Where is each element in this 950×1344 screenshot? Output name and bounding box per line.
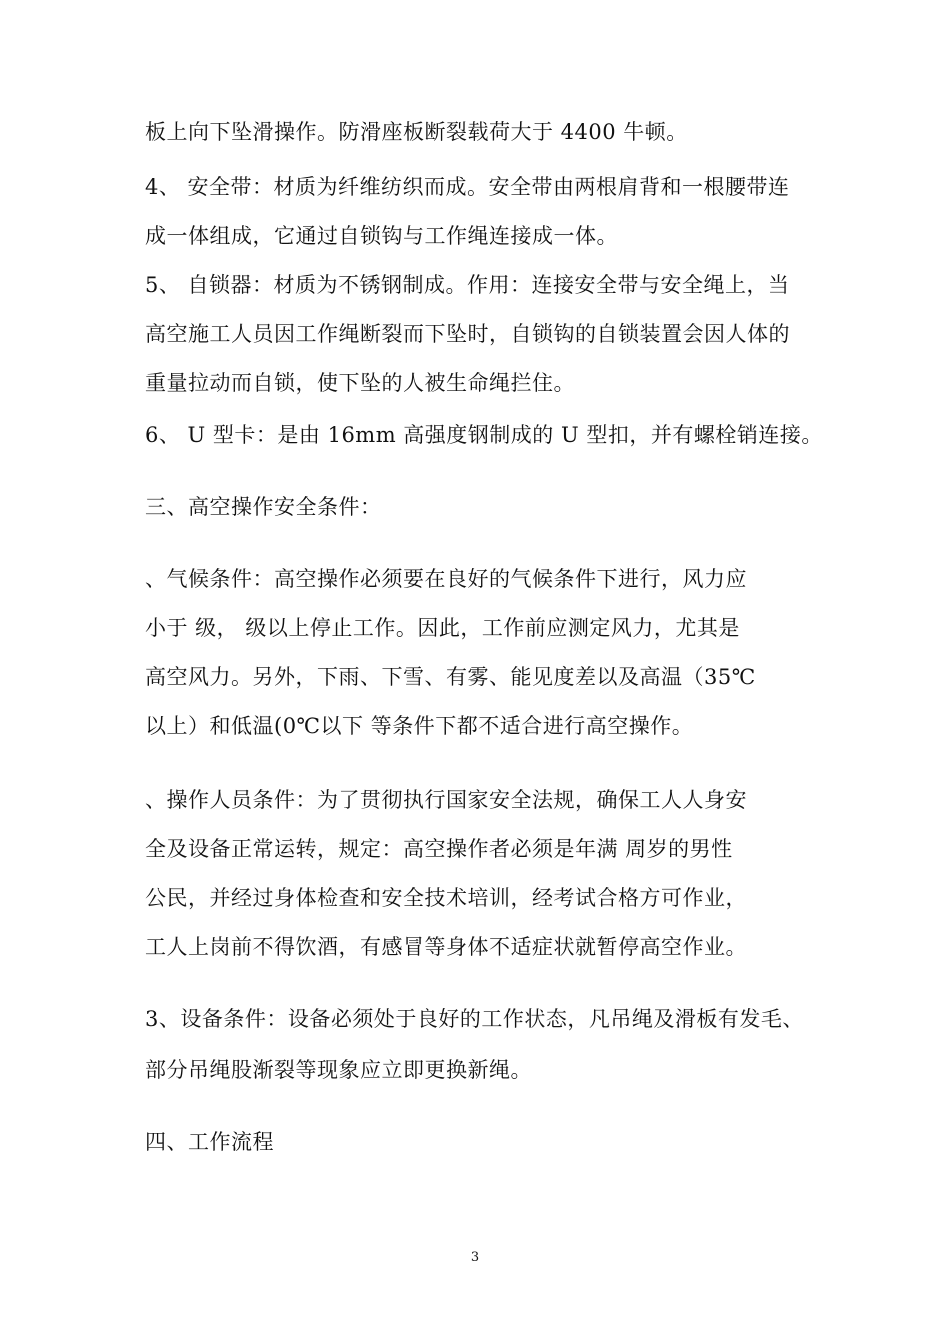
text-line: 重量拉动而自锁，使下坠的人被生命绳拦住。 [145, 371, 575, 395]
text-line: 板上向下坠滑操作。防滑座板断裂载荷大于 4400 牛顿。 [145, 120, 688, 144]
text-line: 小于 级， 级以上停止工作。因此，工作前应测定风力，尤其是 [145, 616, 740, 640]
text-line: 部分吊绳股渐裂等现象应立即更换新绳。 [145, 1058, 532, 1082]
text-line: 4、 安全带：材质为纤维纺织而成。安全带由两根肩背和一根腰带连 [145, 175, 790, 199]
text-line: 高空风力。另外，下雨、下雪、有雾、能见度差以及高温（35℃ [145, 665, 756, 689]
text-line: 成一体组成，它通过自锁钩与工作绳连接成一体。 [145, 224, 618, 248]
text-line: 、气候条件：高空操作必须要在良好的气候条件下进行，风力应 [145, 567, 747, 591]
section-heading: 四、工作流程 [145, 1130, 274, 1154]
text-line: 6、 U 型卡：是由 16mm 高强度钢制成的 U 型扣，并有螺栓销连接。 [145, 423, 823, 447]
text-line: 全及设备正常运转，规定：高空操作者必须是年满 周岁的男性 [145, 837, 733, 861]
text-line: 以上）和低温(0℃以下 等条件下都不适合进行高空操作。 [145, 714, 694, 738]
page-number: 3 [470, 1250, 480, 1265]
text-line: 工人上岗前不得饮酒，有感冒等身体不适症状就暂停高空作业。 [145, 935, 747, 959]
section-heading: 三、高空操作安全条件： [145, 495, 382, 519]
text-line: 高空施工人员因工作绳断裂而下坠时，自锁钩的自锁装置会因人体的 [145, 322, 790, 346]
text-line: 5、 自锁器：材质为不锈钢制成。作用：连接安全带与安全绳上，当 [145, 273, 790, 297]
text-line: 、操作人员条件：为了贯彻执行国家安全法规，确保工人人身安 [145, 788, 747, 812]
text-line: 3、设备条件：设备必须处于良好的工作状态，凡吊绳及滑板有发毛、 [145, 1007, 804, 1031]
text-line: 公民，并经过身体检查和安全技术培训，经考试合格方可作业， [145, 886, 747, 910]
